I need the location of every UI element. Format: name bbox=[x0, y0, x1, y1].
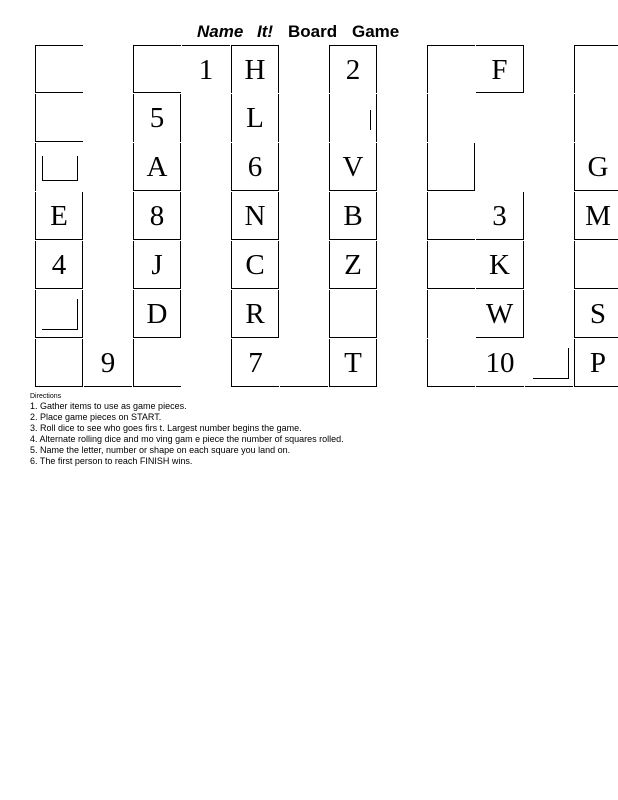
title-word-game: Game bbox=[352, 22, 400, 41]
board-square bbox=[427, 45, 475, 93]
board-square: L bbox=[231, 94, 279, 142]
board-square bbox=[133, 45, 181, 93]
board-square: 5 bbox=[133, 94, 181, 142]
board-square: 6 bbox=[231, 143, 279, 191]
board-square bbox=[574, 45, 618, 93]
direction-step: 2. Place game pieces on START. bbox=[30, 412, 162, 422]
board-square: B bbox=[329, 192, 377, 240]
line-shape bbox=[370, 110, 371, 130]
corner-shape bbox=[533, 348, 569, 379]
board-square: 10 bbox=[476, 339, 524, 387]
board-square: 9 bbox=[84, 339, 132, 387]
title-word-board: Board bbox=[288, 22, 338, 41]
direction-step: 5. Name the letter, number or shape on each square you land on. bbox=[30, 445, 291, 455]
board-square: J bbox=[133, 241, 181, 289]
board-square bbox=[35, 339, 83, 387]
board-square: W bbox=[476, 290, 524, 338]
title-word-it: It! bbox=[257, 22, 274, 41]
board-square: A bbox=[133, 143, 181, 191]
board-square bbox=[329, 290, 377, 338]
board-square bbox=[427, 339, 475, 387]
board-square: 2 bbox=[329, 45, 377, 93]
rectangle-shape bbox=[42, 156, 78, 181]
corner-shape bbox=[42, 299, 78, 330]
board-square: 1 bbox=[182, 45, 230, 93]
direction-step: 1. Gather items to use as game pieces. bbox=[30, 401, 187, 411]
board-square: 8 bbox=[133, 192, 181, 240]
board-square bbox=[427, 241, 475, 289]
board-square: G bbox=[574, 143, 618, 191]
board-square: H bbox=[231, 45, 279, 93]
board-square: N bbox=[231, 192, 279, 240]
board-square: 7 bbox=[231, 339, 279, 387]
board-square: S bbox=[574, 290, 618, 338]
directions bbox=[30, 392, 344, 467]
board-square: V bbox=[329, 143, 377, 191]
board-square bbox=[427, 290, 475, 338]
board-square bbox=[35, 94, 83, 142]
board-square: D bbox=[133, 290, 181, 338]
board-square: 4 bbox=[35, 241, 83, 289]
board-square: T bbox=[329, 339, 377, 387]
direction-step: 3. Roll dice to see who goes firs t. Largest number begins the game. bbox=[30, 423, 302, 433]
directions-heading: Directions bbox=[30, 393, 62, 400]
board-square: K bbox=[476, 241, 524, 289]
board-square: R bbox=[231, 290, 279, 338]
board-square bbox=[427, 143, 475, 191]
board-square bbox=[133, 339, 181, 387]
board-square bbox=[427, 94, 475, 142]
direction-step: 4. Alternate rolling dice and mo ving gam e piece the number of squares rolled. bbox=[30, 434, 344, 444]
board-square: F bbox=[476, 45, 524, 93]
board-square bbox=[574, 94, 618, 142]
board-square bbox=[574, 241, 618, 289]
board-square bbox=[280, 339, 328, 387]
board-square: M bbox=[574, 192, 618, 240]
title-word-name: Name bbox=[197, 22, 244, 41]
board-square: Z bbox=[329, 241, 377, 289]
direction-step: 6. The first person to reach FINISH wins. bbox=[30, 456, 193, 466]
board-square: P bbox=[574, 339, 618, 387]
board-square: C bbox=[231, 241, 279, 289]
board-square bbox=[427, 192, 475, 240]
board-square bbox=[35, 45, 83, 93]
board-square: E bbox=[35, 192, 83, 240]
board-square: 3 bbox=[476, 192, 524, 240]
